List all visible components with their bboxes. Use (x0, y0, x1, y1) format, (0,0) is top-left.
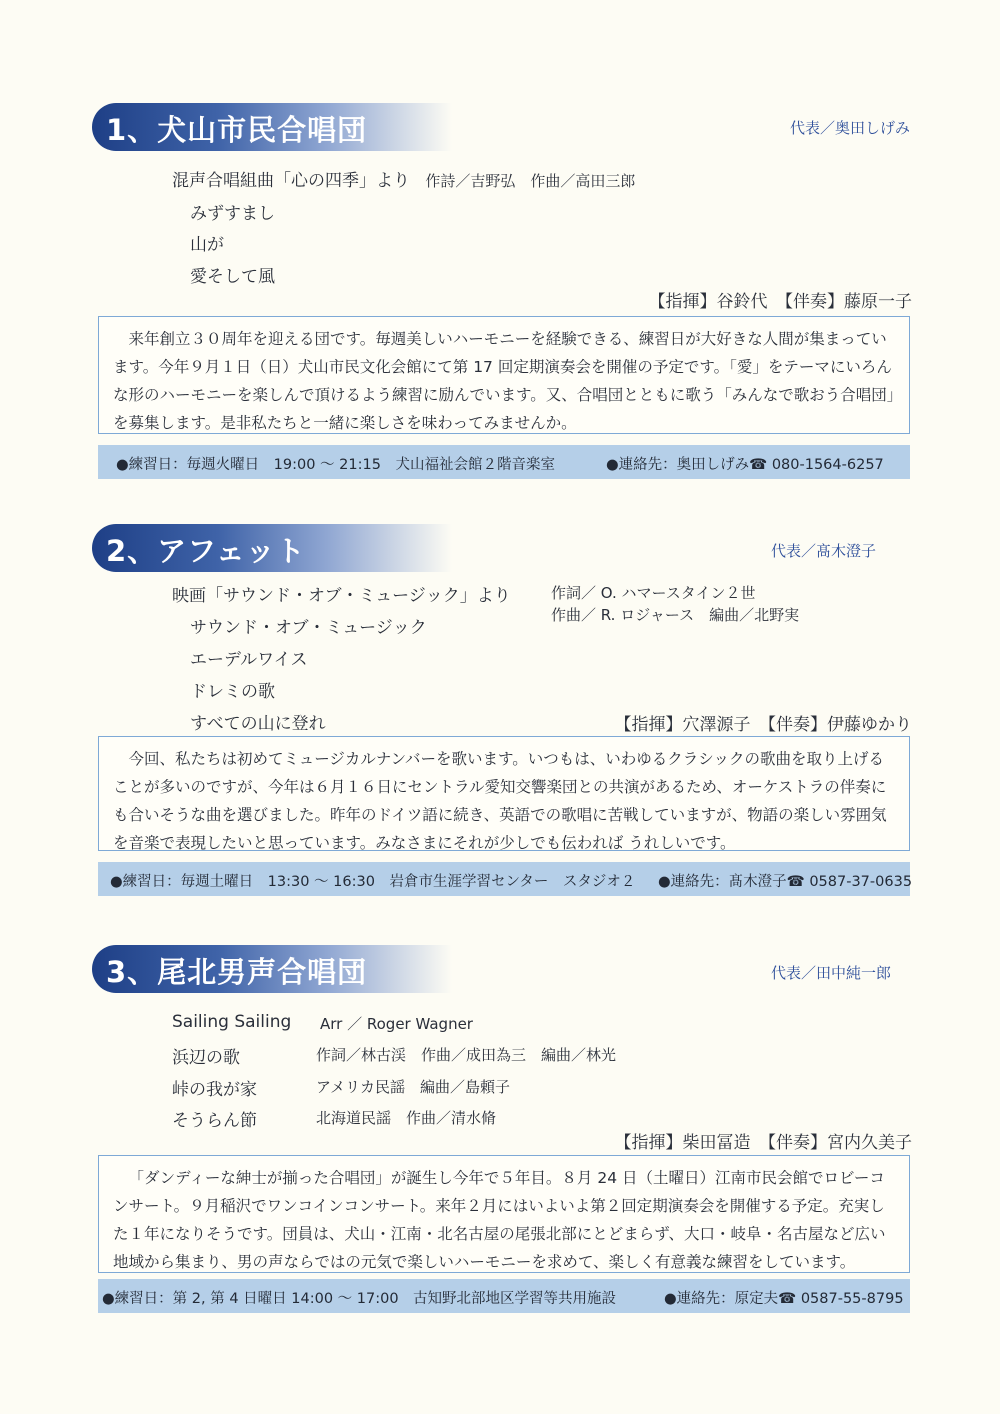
performers: 【指揮】柴田冨造 【伴奏】宮内久美子 (614, 1133, 912, 1153)
program-credit: 作詩／吉野弘 作曲／高田三郎 (425, 172, 636, 190)
section-title-banner (92, 945, 452, 993)
section-title: 2、アフェット (106, 534, 306, 568)
program-line (172, 166, 635, 191)
program-credit: Arr ／ Roger Wagner (320, 1015, 473, 1033)
representative: 代表／奥田しげみ (790, 119, 911, 137)
representative: 代表／田中純一郎 (771, 964, 892, 982)
practice-info: ●練習日：第 2, 第 4 日曜日 14:00 ～ 17:00 古知野北部地区学習等共用施設 (102, 1291, 617, 1307)
program-line: 愛そして風 (190, 267, 275, 287)
program-line: みずすまし (190, 204, 275, 224)
info-bar (98, 445, 910, 479)
program-title: Sailing Sailing (172, 1012, 292, 1032)
program-credit: 作詞／林古渓 作曲／成田為三 編曲／林光 (316, 1046, 617, 1064)
info-bar (98, 862, 913, 896)
program-title: 峠の我が家 (172, 1080, 257, 1100)
section-title-banner (92, 524, 452, 572)
program-line: ドレミの歌 (190, 682, 275, 702)
info-bar (98, 1279, 910, 1313)
performers: 【指揮】穴澤源子 【伴奏】伊藤ゆかり (614, 715, 912, 735)
program-credit: 作曲／ R. ロジャース 編曲／北野実 (551, 606, 800, 624)
program-title: 浜辺の歌 (172, 1048, 240, 1068)
section-title: 1、犬山市民合唱団 (106, 113, 368, 147)
program-credit: アメリカ民謡 編曲／島頼子 (316, 1078, 510, 1096)
program-title: そうらん節 (172, 1111, 257, 1131)
performers: 【指揮】谷鈴代 【伴奏】藤原一子 (648, 292, 912, 312)
program-credit: 作詞／ O. ハマースタイン２世 (551, 584, 756, 602)
description-box: 「ダンディーな紳士が揃った合唱団」が誕生し今年で５年目。８月 24 日（土曜日）江南市民会館でロビーコンサート。９月稲沢でワンコインコンサート。来年２月にはいよいよ第２回定期演奏会を開催する予定。充実した１年になりそうです。団員は、犬山・江南・北名古屋の尾張北部にとどまらず、大口・岐阜・名古屋など広い地域から集まり、男の声ならではの元気で楽しいハーモニーを求めて、楽しく有意義な練習をしています。 (98, 1155, 910, 1273)
contact-info: ●連絡先：髙木澄子☎ 0587-37-0635 (658, 874, 913, 890)
contact-info: ●連絡先：奥田しげみ☎ 080-1564-6257 (606, 457, 884, 473)
contact-info: ●連絡先：原定夫☎ 0587-55-8795 (664, 1291, 904, 1307)
program-line: 山が (190, 235, 224, 255)
program-line: エーデルワイス (190, 650, 308, 670)
section-title-banner (92, 103, 452, 151)
program-line: すべての山に登れ (190, 714, 326, 734)
representative: 代表／髙木澄子 (771, 542, 877, 560)
description-box: 今回、私たちは初めてミュージカルナンバーを歌います。いつもは、いわゆるクラシックの歌曲を取り上げることが多いのですが、今年は６月１６日にセントラル愛知交響楽団との共演があるため、オーケストラの伴奏にも合いそうな曲を選びました。昨年のドイツ語に続き、英語での歌唱に苦戦していますが、物語の楽しい雰囲気を音楽で表現したいと思っています。みなさまにそれが少しでも伝われば うれしいです。 (98, 736, 910, 851)
section-title: 3、尾北男声合唱団 (106, 955, 368, 989)
description-box: 来年創立３０周年を迎える団です。毎週美しいハーモニーを経験できる、練習日が大好きな人間が集まっています。今年９月１日（日）犬山市民文化会館にて第 17 回定期演奏会を開催の予定です。「愛」をテーマにいろんな形のハーモニーを楽しんで頂けるよう練習に励んでいます。又、合唱団とともに歌う「みんなで歌おう合唱団」を募集します。是非私たちと一緒に楽しさを味わってみませんか。 (98, 316, 910, 434)
program-line: サウンド・オブ・ミュージック (190, 618, 427, 638)
program-credit: 北海道民謡 作曲／清水脩 (316, 1109, 497, 1127)
program-title: 混声合唱組曲「心の四季」より (172, 171, 410, 191)
practice-info: ●練習日：毎週火曜日 19:00 ～ 21:15 犬山福祉会館２階音楽室 (116, 457, 555, 473)
practice-info: ●練習日：毎週土曜日 13:30 ～ 16:30 岩倉市生涯学習センター スタジオ２ (110, 874, 636, 890)
program-line: 映画「サウンド・オブ・ミュージック」より (172, 586, 511, 606)
